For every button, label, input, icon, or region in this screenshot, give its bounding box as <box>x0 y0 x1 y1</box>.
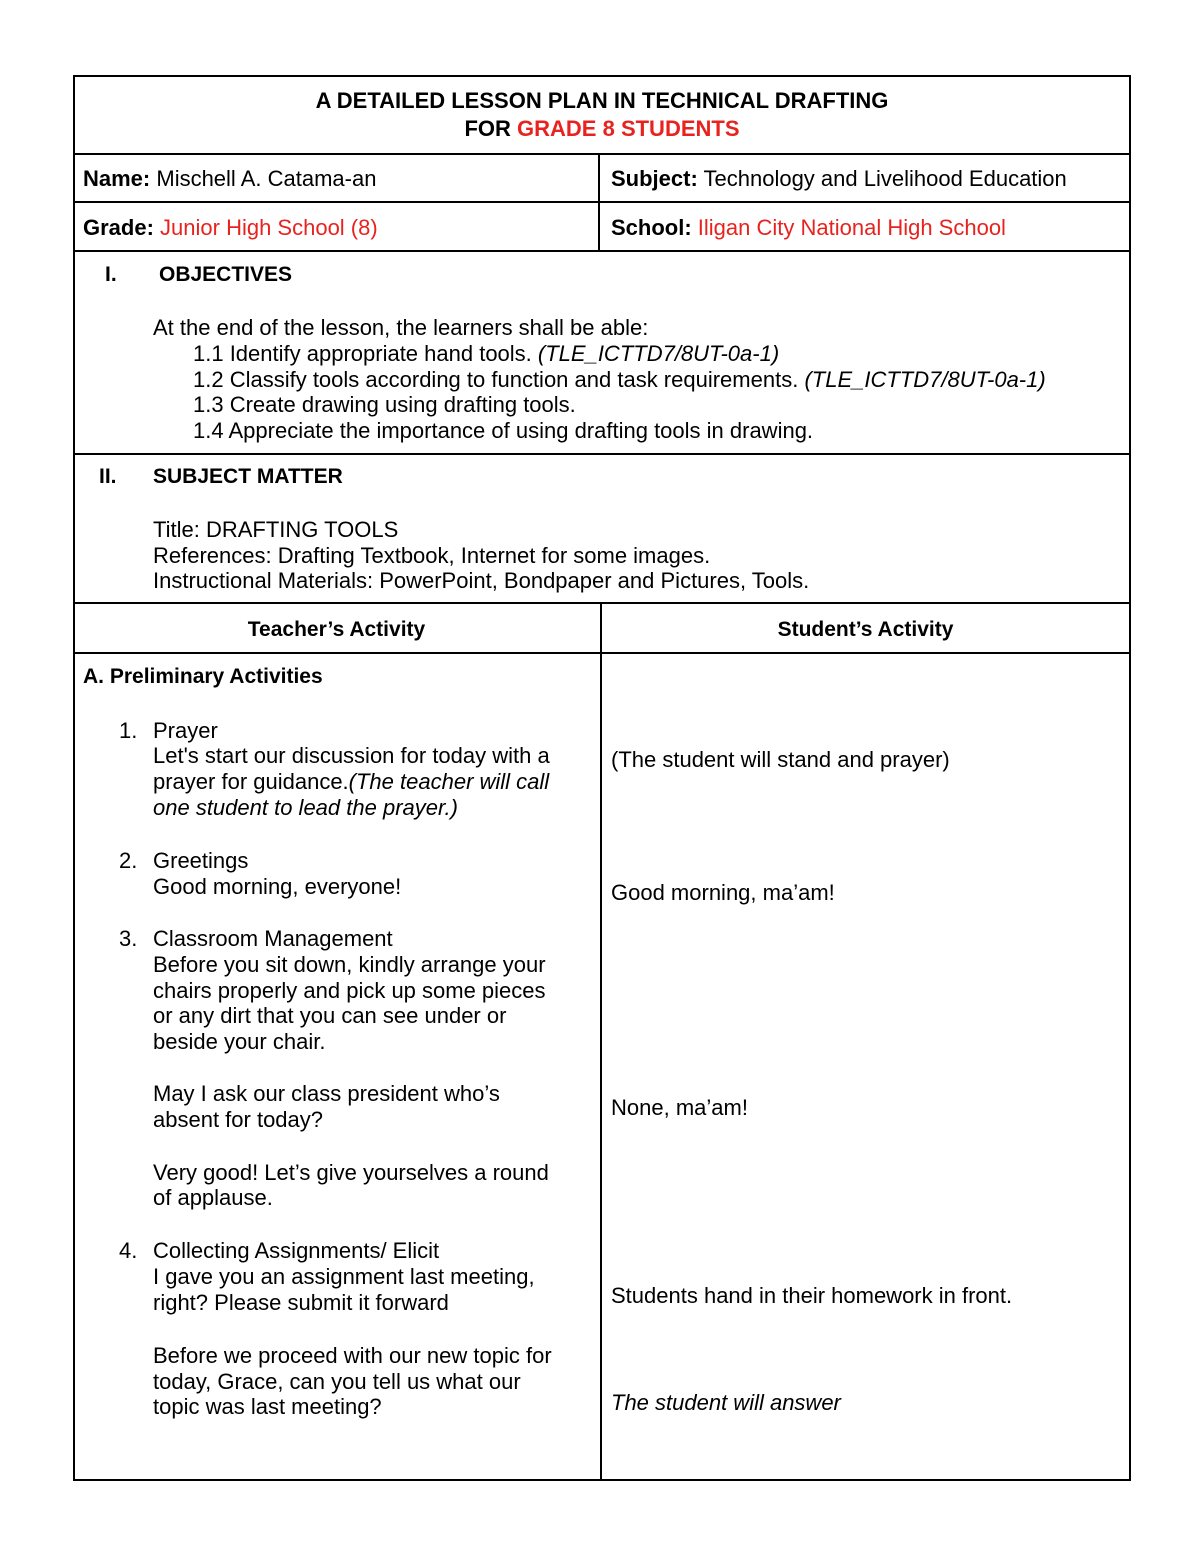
assignments-text: right? Please submit it forward <box>153 1290 449 1315</box>
item-number: 2. <box>119 848 138 873</box>
prayer-text: Let's start our discussion for today with a <box>153 743 550 768</box>
prayer-note: one student to lead the prayer.) <box>153 795 458 820</box>
item-number: 3. <box>119 926 138 951</box>
applause-text: Very good! Let’s give yourselves a round <box>153 1160 549 1185</box>
divider <box>73 602 1131 604</box>
student-activity-header: Student’s Activity <box>777 618 954 641</box>
assignments-title: Collecting Assignments/ Elicit <box>153 1238 440 1263</box>
subject-field: Subject: Technology and Livelihood Education <box>611 166 1067 191</box>
grade-highlight: GRADE 8 STUDENTS <box>517 116 740 141</box>
name-field: Name: Mischell A. Catama-an <box>83 166 377 191</box>
divider <box>73 201 1131 203</box>
subject-materials: Instructional Materials: PowerPoint, Bondpaper and Pictures, Tools. <box>153 568 810 593</box>
greetings-title: Greetings <box>153 848 249 873</box>
classroom-text: Before you sit down, kindly arrange your <box>153 952 546 977</box>
applause-text: of applause. <box>153 1185 273 1210</box>
proceed-question: today, Grace, can you tell us what our <box>153 1369 521 1394</box>
subject-title: Title: DRAFTING TOOLS <box>153 517 399 542</box>
objective-item: 1.4 Appreciate the importance of using drafting tools in drawing. <box>193 418 814 443</box>
grade-field: Grade: Junior High School (8) <box>83 215 378 240</box>
subject-matter-heading: SUBJECT MATTER <box>153 465 343 488</box>
divider <box>73 453 1131 455</box>
objective-item: 1.1 Identify appropriate hand tools. (TLE_ICTTD7/8UT-0a-1) <box>193 341 780 366</box>
assignments-text: I gave you an assignment last meeting, <box>153 1264 535 1289</box>
item-number: 1. <box>119 718 138 743</box>
divider <box>73 652 1131 654</box>
classroom-text: chairs properly and pick up some pieces <box>153 978 546 1003</box>
divider <box>73 153 1131 155</box>
absent-question: absent for today? <box>153 1107 324 1132</box>
objectives-heading: OBJECTIVES <box>159 263 293 286</box>
objectives-intro: At the end of the lesson, the learners shall be able: <box>153 315 649 340</box>
proceed-question: Before we proceed with our new topic for <box>153 1343 552 1368</box>
column-divider <box>598 154 600 250</box>
greetings-text: Good morning, everyone! <box>153 874 402 899</box>
proceed-question: topic was last meeting? <box>153 1394 382 1419</box>
subject-matter-numeral: II. <box>99 465 117 488</box>
objective-item: 1.3 Create drawing using drafting tools. <box>193 392 576 417</box>
student-response: Students hand in their homework in front. <box>611 1283 1013 1308</box>
student-response: The student will answer <box>611 1390 841 1415</box>
student-response: (The student will stand and prayer) <box>611 747 950 772</box>
prayer-text: prayer for guidance.(The teacher will call <box>153 769 550 794</box>
objectives-numeral: I. <box>105 263 117 286</box>
school-field: School: Iligan City National High School <box>611 215 1006 240</box>
column-divider <box>600 603 602 1479</box>
student-response: None, ma’am! <box>611 1095 748 1120</box>
subject-references: References: Drafting Textbook, Internet for some images. <box>153 543 711 568</box>
divider <box>73 250 1131 252</box>
document-subtitle: FOR GRADE 8 STUDENTS <box>464 116 740 141</box>
classroom-title: Classroom Management <box>153 926 393 951</box>
prayer-title: Prayer <box>153 718 218 743</box>
item-number: 4. <box>119 1238 138 1263</box>
document-title: A DETAILED LESSON PLAN IN TECHNICAL DRAFTING <box>315 88 889 113</box>
classroom-text: beside your chair. <box>153 1029 326 1054</box>
absent-question: May I ask our class president who’s <box>153 1081 500 1106</box>
student-response: Good morning, ma’am! <box>611 880 835 905</box>
classroom-text: or any dirt that you can see under or <box>153 1003 507 1028</box>
teacher-activity-header: Teacher’s Activity <box>247 618 426 641</box>
preliminary-activities-heading: A. Preliminary Activities <box>83 665 323 688</box>
objective-item: 1.2 Classify tools according to function and task requirements. (TLE_ICTTD7/8UT-0a-1) <box>193 367 1046 392</box>
